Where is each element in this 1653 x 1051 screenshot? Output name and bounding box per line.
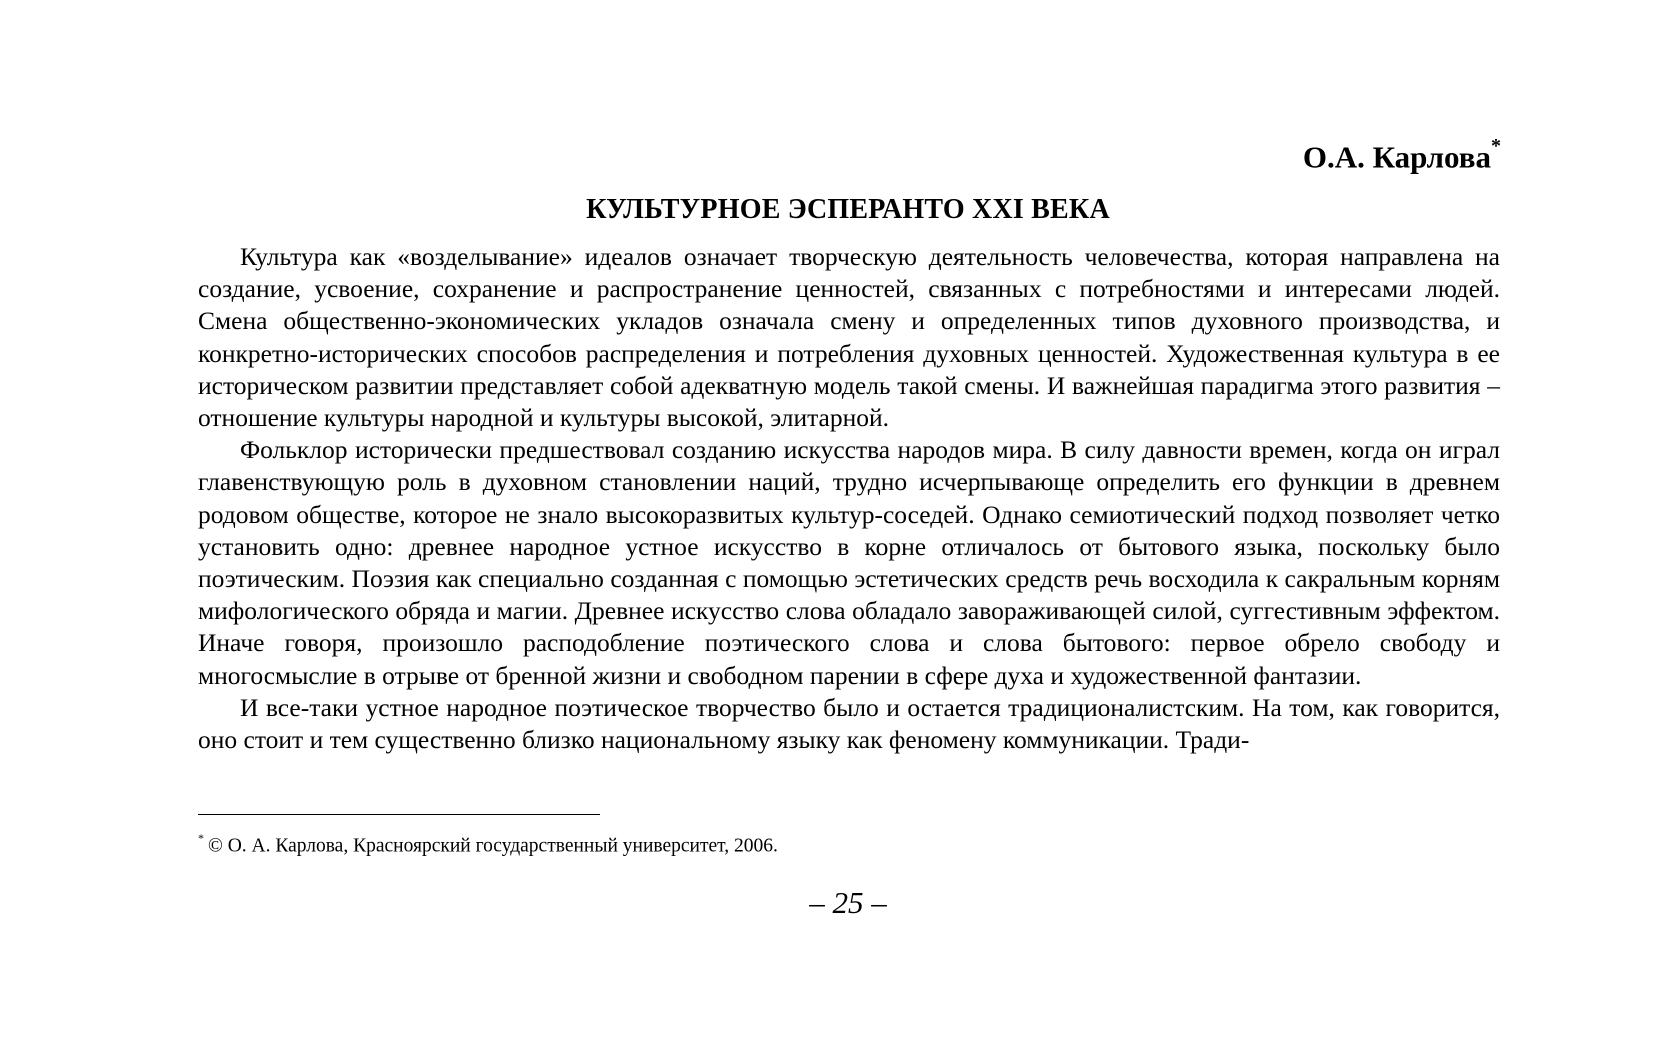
page-number: – 25 – [809, 885, 887, 920]
article-title: КУЛЬТУРНОЕ ЭСПЕРАНТО XXI ВЕКА [586, 194, 1110, 225]
author-footnote-mark: * [1491, 135, 1501, 157]
paragraph-1: Культура как «возделывание» идеалов означает творческую деятельность человечества, которая направлена на создание, усвоение, сохранение и распространение ценностей, связанных с потребностями и интересами людей. Смена общественно-экономических укладов означала смену и определенных типов духовного производства, и конкретно-исторических способов распределения и потребления духовных ценностей. Художественная культура в ее историческом развитии представляет собой адекватную модель такой смены. И важнейшая парадигма этого развития – отношение культуры народной и культуры высокой, элитарной. [198, 242, 1500, 433]
paragraph-2: Фольклор исторически предшествовал созданию искусства народов мира. В силу давности времен, когда он играл главенствующую роль в духовном становлении наций, трудно исчерпывающе определить его функции в древнем родовом обществе, которое не знало высокоразвитых культур-соседей. Однако семиотический подход позволяет четко установить одно: древнее народное устное искусство в корне отличалось от бытового языка, поскольку было поэтическим. Поэзия как специально созданная с помощью эстетических средств речь восходила к сакральным корням мифологического обряда и магии. Древнее искусство слова обладало завораживающей силой, суггестивным эффектом. Иначе говоря, произошло расподобление поэтического слова и слова бытового: первое обрело свободу и многосмыслие в отрыве от бренной жизни и свободном парении в сфере духа и художественной фантазии. [198, 435, 1500, 690]
author-name-text: О.А. Карлова [1302, 139, 1491, 175]
footnote-mark: * [198, 831, 204, 845]
footnote [198, 833, 778, 858]
footnote-text: © О. А. Карлова, Красноярский государственный университет, 2006. [208, 835, 778, 857]
author-name [1302, 135, 1501, 176]
footnote-divider [198, 814, 600, 815]
paragraph-3: И все-таки устное народное поэтическое творчество было и остается традиционалистским. На том, как говорится, оно стоит и тем существенно близко национальному языку как феномену коммуникации. Тради- [198, 692, 1500, 755]
article-body [198, 241, 1500, 756]
